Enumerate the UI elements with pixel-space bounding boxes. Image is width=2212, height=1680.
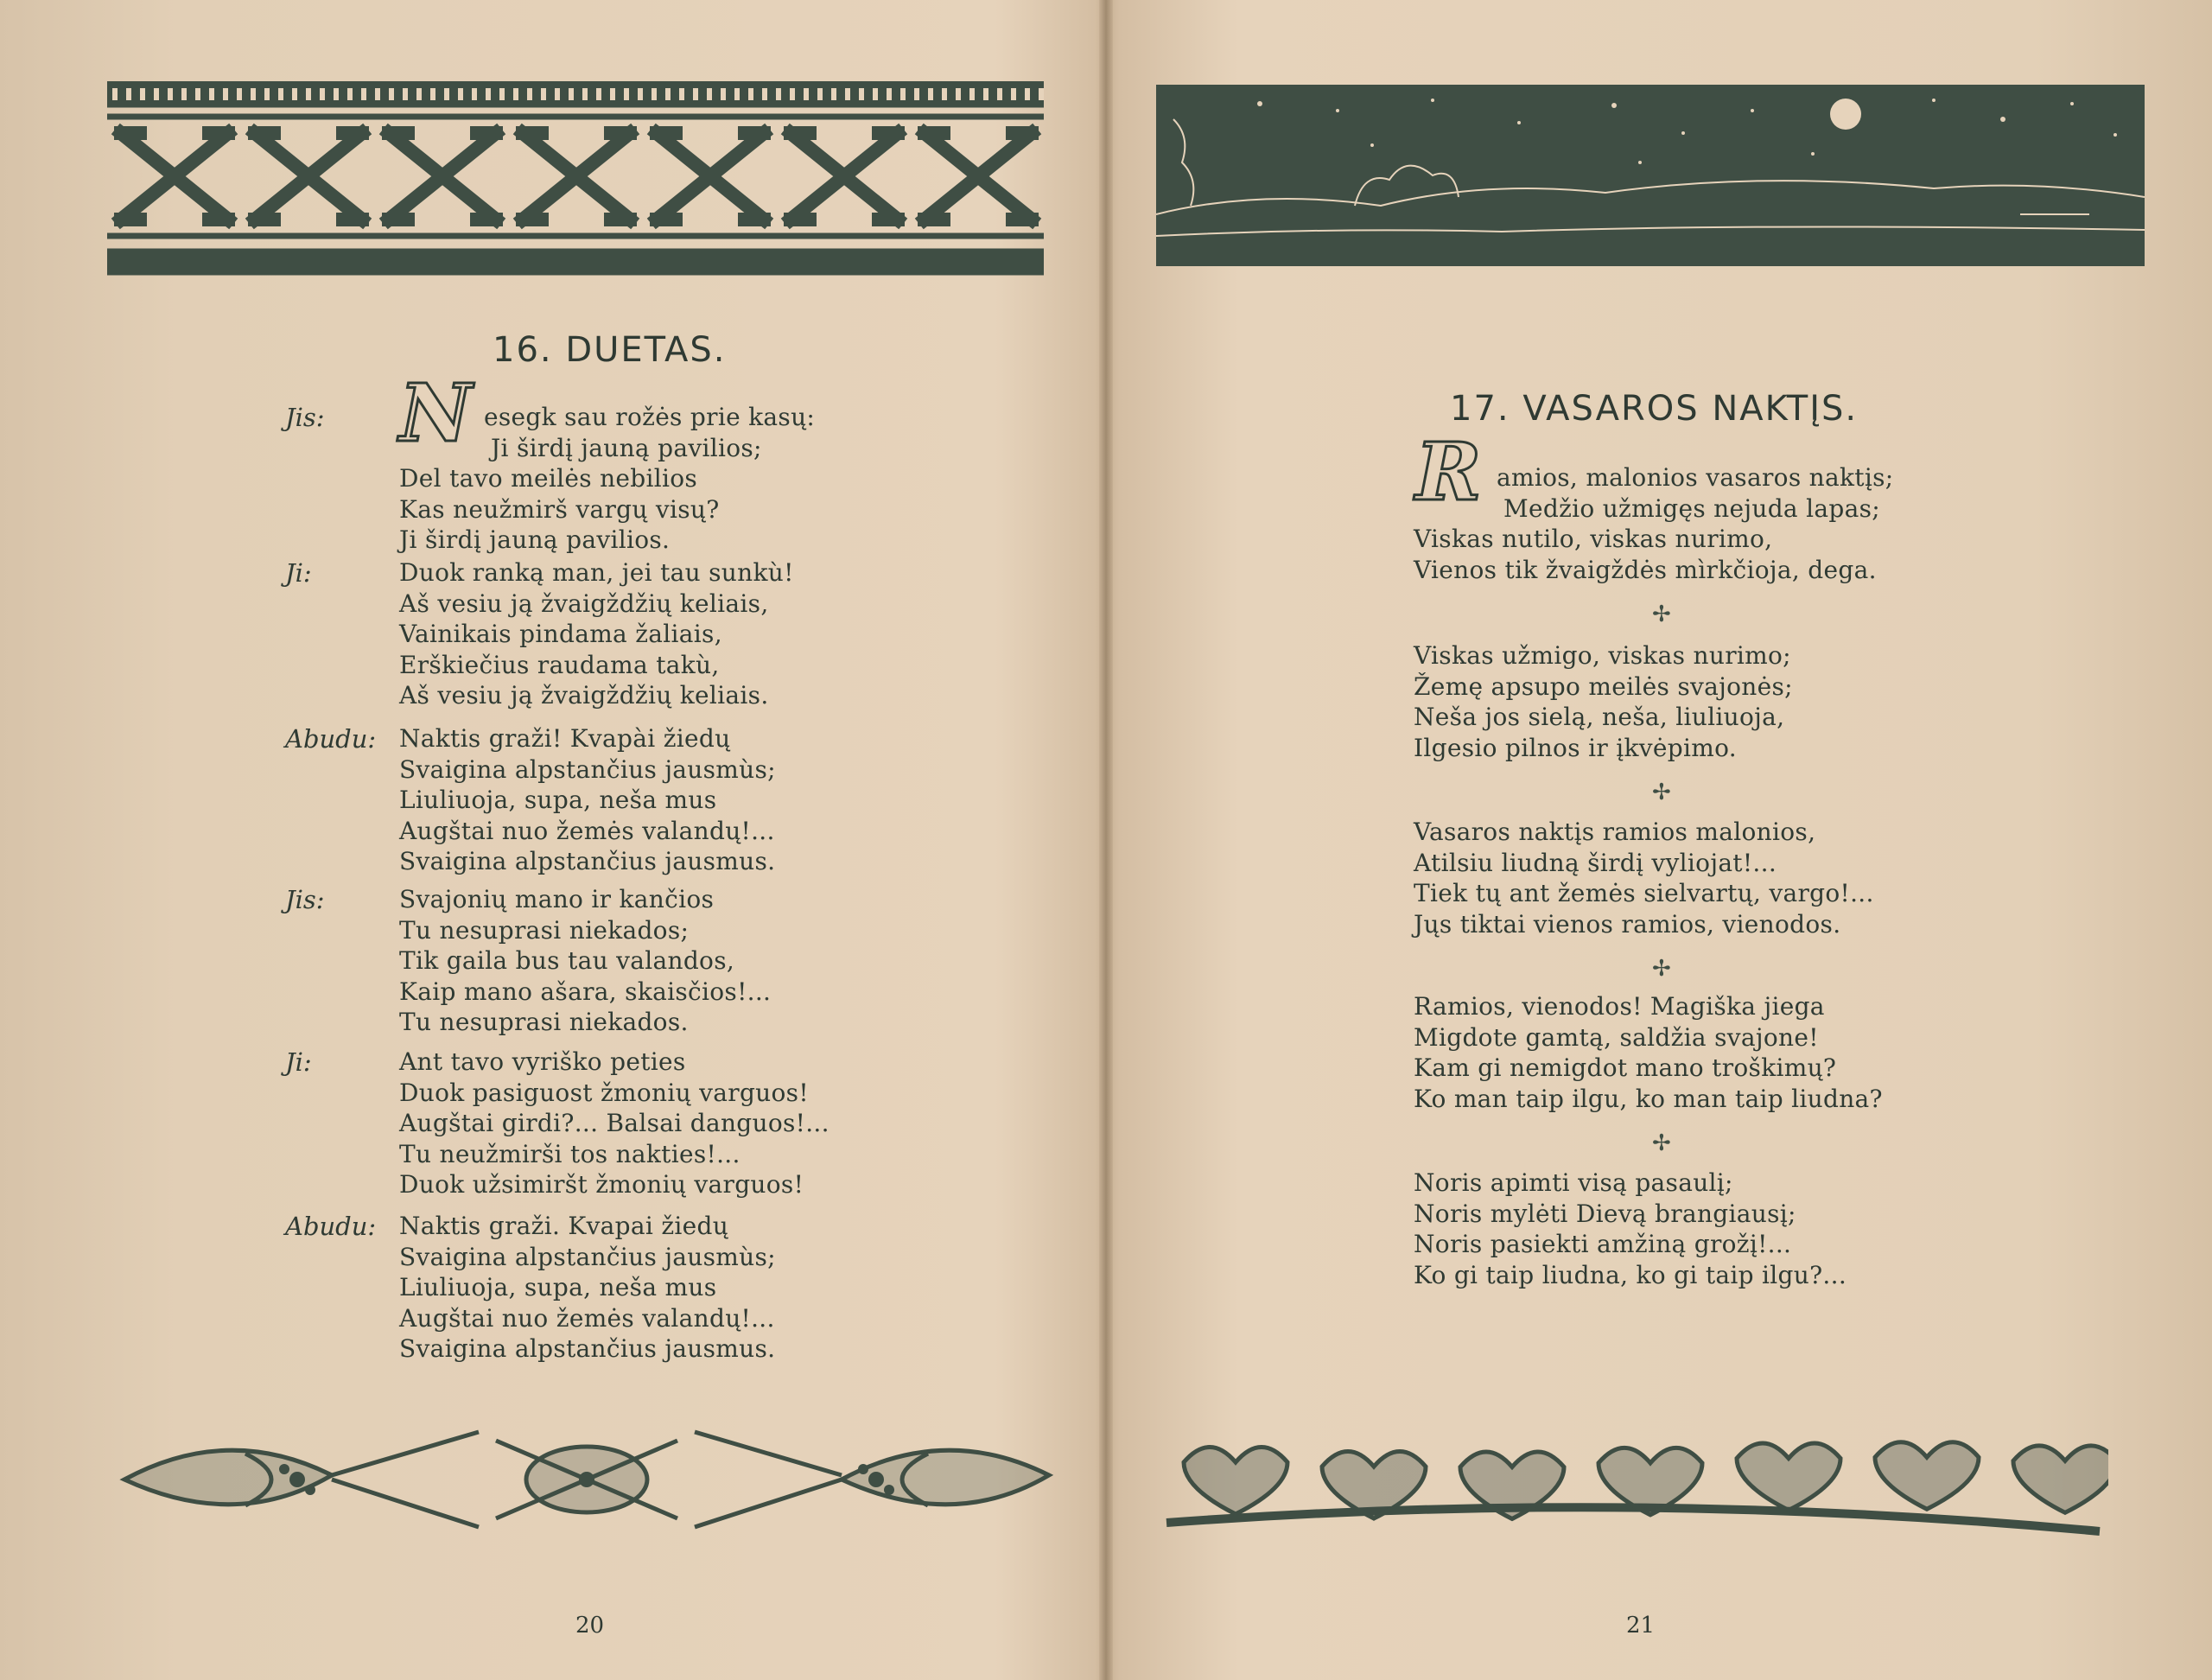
verse-line: Vienos tik žvaigždės mìrkčioja, dega.: [1414, 555, 1877, 584]
verse-line: Liuliuoja, supa, neša mus: [399, 1273, 717, 1301]
verse-line: Tu neužmirši tos nakties!...: [399, 1139, 741, 1168]
verse-line: Noris mylėti Dievą brangiausį;: [1414, 1199, 1796, 1228]
night-landscape-illustration: [1156, 85, 2145, 266]
verse-line: Augštai girdi?... Balsai danguos!...: [399, 1109, 830, 1137]
speaker-label: Jis:: [285, 403, 325, 432]
verse-line: Noris apimti visą pasaulį;: [1414, 1168, 1733, 1197]
stanza-divider-icon: ✢: [1652, 956, 1671, 982]
speaker-label: Ji:: [285, 558, 312, 588]
verse-line: amios, malonios vasaros naktįs;: [1497, 463, 1894, 492]
verse-line: Svajonių mano ir kančios: [399, 885, 715, 913]
drop-cap-letter: N: [399, 366, 473, 460]
speaker-label: Abudu:: [285, 1212, 377, 1241]
verse-line: Augštai nuo žemės valandų!...: [399, 816, 775, 845]
verse-line: Svaigina alpstančius jausmus.: [399, 1334, 776, 1363]
verse-line: Svaigina alpstančius jausmus.: [399, 847, 776, 875]
stanza-divider-icon: ✢: [1652, 780, 1671, 805]
verse-line: Aš vesiu ją žvaigždžių keliais.: [399, 681, 769, 710]
verse-line: Ko man taip ilgu, ko man taip liudna?: [1414, 1084, 1883, 1113]
verse-line: Ilgesio pilnos ir įkvėpimo.: [1414, 733, 1737, 762]
verse-line: Tik gaila bus tau valandos,: [399, 946, 735, 975]
verse-line: Duok ranką man, jei tau sunkù!: [399, 558, 794, 587]
top-folk-ornament: [107, 81, 1044, 280]
speaker-label: Jis:: [285, 885, 325, 914]
verse-line: Erškiečius raudama takù,: [399, 650, 720, 679]
poem-title: 16. DUETAS.: [493, 330, 727, 370]
verse-line: Kaip mano ašara, skaisčios!...: [399, 977, 772, 1006]
verse-line: esegk sau rožės prie kasų:: [484, 403, 816, 431]
verse-line: Duok pasiguost žmonių varguos!: [399, 1078, 809, 1107]
verse-line: Tu nesuprasi niekados;: [399, 915, 690, 945]
verse-line: Svaigina alpstančius jausmùs;: [399, 1242, 776, 1271]
verse-line: Kam gi nemigdot mano troškimų?: [1414, 1053, 1837, 1082]
verse-line: Ji širdį jauną pavilios;: [491, 433, 762, 462]
drop-cap-letter: R: [1415, 425, 1482, 519]
left-page: [0, 0, 1104, 1680]
verse-line: Naktis graži. Kvapai žiedų: [399, 1212, 729, 1240]
verse-line: Neša jos sielą, neša, liuliuoja,: [1414, 703, 1785, 731]
verse-line: Ji širdį jauną pavilios.: [399, 525, 671, 554]
verse-line: Vainikais pindama žaliais,: [399, 620, 722, 648]
right-page: [1108, 0, 2212, 1680]
verse-line: Medžio užmigęs nejuda lapas;: [1503, 493, 1880, 523]
verse-line: Viskas nutilo, viskas nurimo,: [1414, 525, 1773, 553]
verse-line: Migdote gamtą, saldžia svajone!: [1414, 1022, 1819, 1052]
verse-line: Naktis graži! Kvapài žiedų: [399, 724, 731, 753]
verse-line: Duok užsimiršt žmonių varguos!: [399, 1170, 804, 1199]
bottom-vine-ornament: [116, 1428, 1058, 1531]
speaker-label: Ji:: [285, 1047, 312, 1077]
verse-line: Ant tavo vyriško peties: [399, 1047, 686, 1076]
verse-line: Augštai nuo žemės valandų!...: [399, 1303, 775, 1333]
stanza-divider-icon: ✢: [1652, 601, 1671, 627]
verse-line: Tu nesuprasi niekados.: [399, 1008, 689, 1036]
verse-line: Kas neužmirš vargų visų?: [399, 494, 720, 524]
verse-line: Žemę apsupo meilės svajonės;: [1414, 671, 1793, 701]
verse-line: Jųs tiktai vienos ramios, vienodos.: [1414, 909, 1841, 939]
verse-line: Tiek tų ant žemės sielvartų, vargo!...: [1414, 879, 1874, 907]
verse-line: Atilsiu liudną širdį vyliojat!...: [1414, 848, 1777, 877]
verse-line: Noris pasiekti amžiną grožį!...: [1414, 1230, 1792, 1258]
verse-line: Del tavo meilės nebilios: [399, 464, 698, 493]
speaker-label: Abudu:: [285, 724, 377, 754]
page-number: 21: [1626, 1613, 1656, 1639]
stanza-divider-icon: ✢: [1652, 1130, 1671, 1156]
verse-line: Ramios, vienodos! Magiška jiega: [1414, 992, 1825, 1021]
page-number: 20: [575, 1613, 605, 1639]
bottom-hearts-ornament: [1158, 1428, 2108, 1540]
verse-line: Vasaros naktįs ramios malonios,: [1414, 818, 1816, 846]
verse-line: Liuliuoja, supa, neša mus: [399, 786, 717, 814]
verse-line: Viskas užmigo, viskas nurimo;: [1414, 641, 1791, 670]
poem-title: 17. VASAROS NAKTĮS.: [1450, 389, 1859, 429]
verse-line: Ko gi taip liudna, ko gi taip ilgu?...: [1414, 1260, 1847, 1289]
verse-line: Aš vesiu ją žvaigždžių keliais,: [399, 589, 769, 618]
verse-line: Svaigina alpstančius jausmùs;: [399, 754, 776, 784]
